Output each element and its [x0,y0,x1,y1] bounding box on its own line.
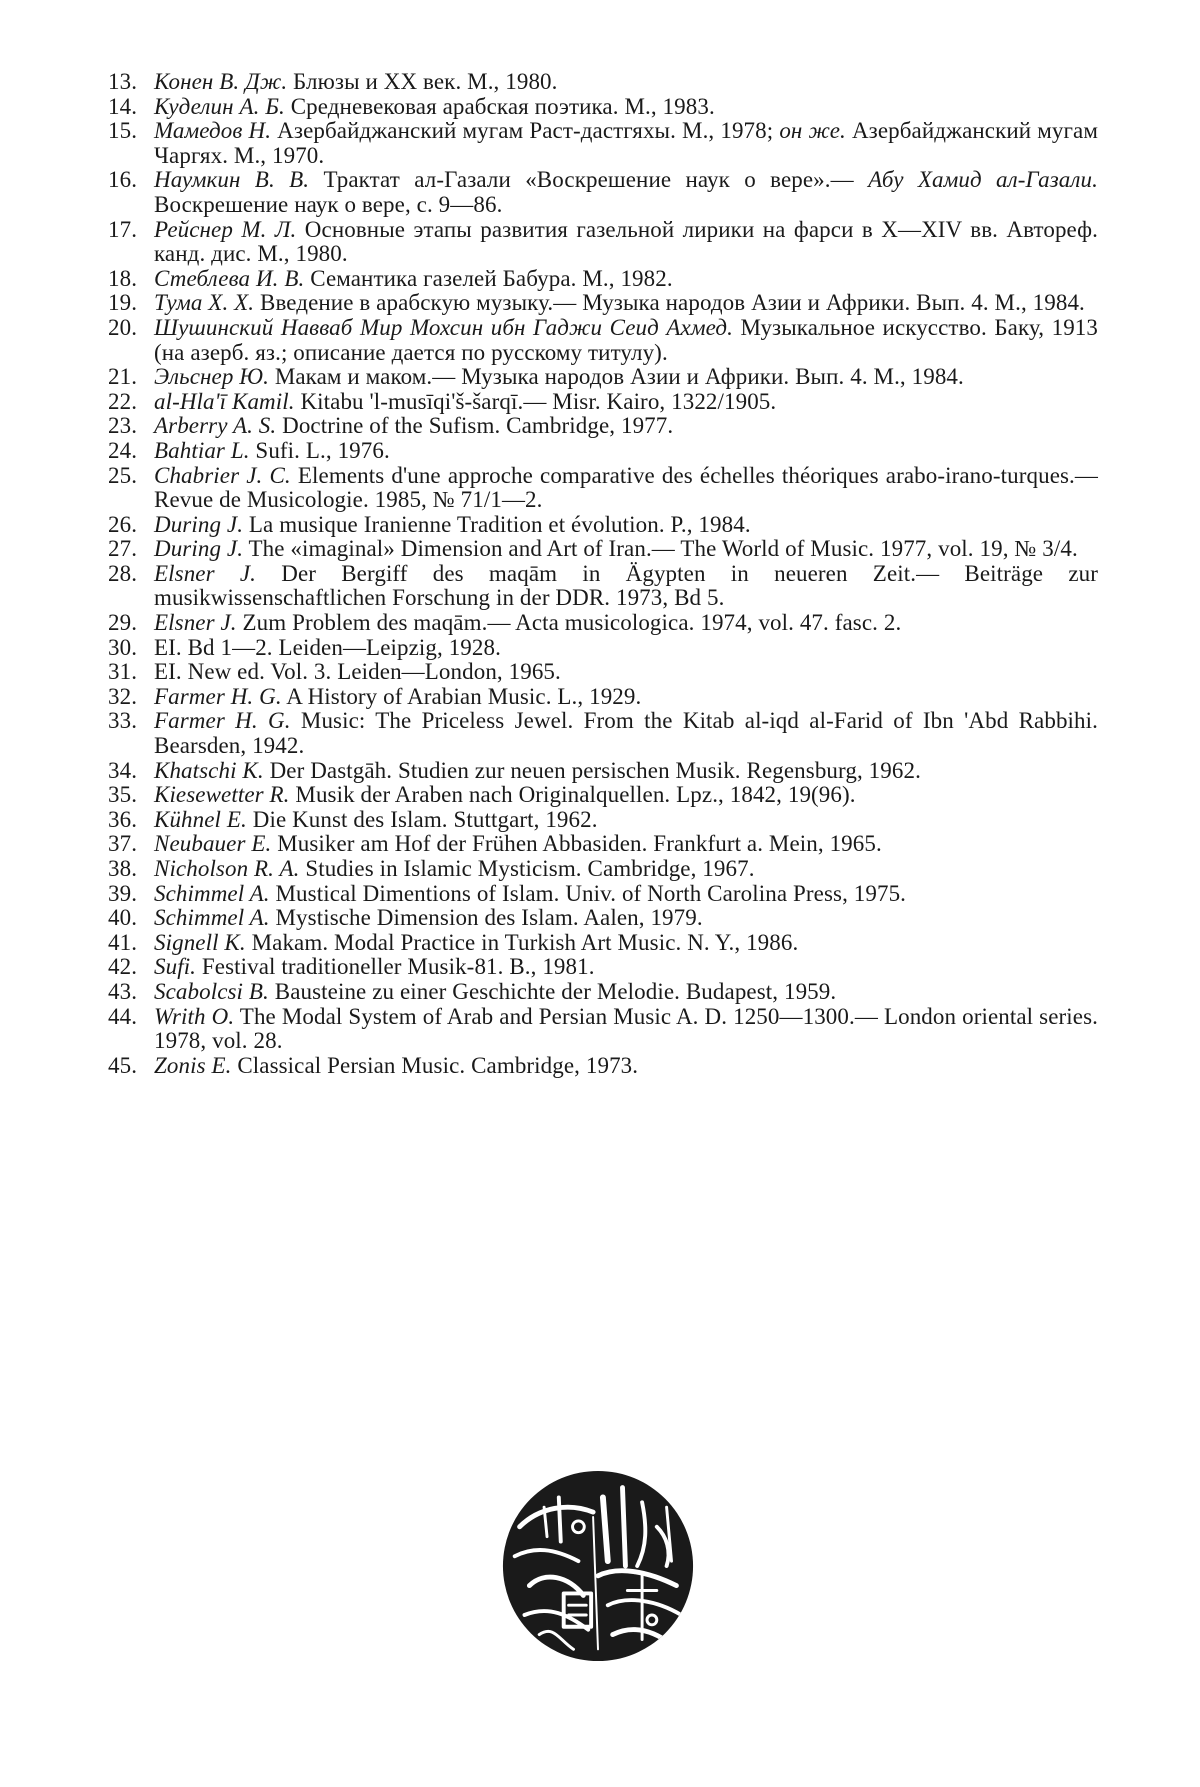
entry-text: Азербайджанский мугам Раст-дастгяхы. М., 1978; [271,118,780,144]
bibliography-entry [108,390,1098,415]
bibliography-entry [108,783,1098,808]
bibliography-entry [108,931,1098,956]
entry-author: Тума Х. Х. [154,290,255,316]
entry-number: 27. [108,536,138,562]
entry-author: Farmer H. G. [154,708,291,734]
entry-number: 18. [108,265,138,291]
bibliography-entry [108,95,1098,120]
entry-text-secondary: Воскрешение наук о вере, с. 9—86. [154,191,503,217]
entry-number: 41. [108,929,138,955]
entry-text: La musique Iranienne Tradition et évolution. P., 1984. [243,511,751,537]
entry-number: 32. [108,683,138,709]
bibliography-entry [108,882,1098,907]
entry-text: EI. Bd 1—2. Leiden—Leipzig, 1928. [154,634,501,660]
entry-text: Kitabu 'l-musīqi'š-šarqī.— Misr. Kairo, 1322/1905. [294,388,777,414]
entry-author: Рейснер М. Л. [154,216,297,242]
entry-text: Блюзы и XX век. М., 1980. [287,69,558,94]
bibliography-entry [108,537,1098,562]
entry-author: Sufi. [154,954,197,980]
bibliography-entry [108,980,1098,1005]
bibliography-entry [108,267,1098,292]
bibliography-entry [108,906,1098,931]
entry-text: Sufi. L., 1976. [249,437,390,463]
bibliography-entry [108,857,1098,882]
bibliography-entry [108,291,1098,316]
bibliography-entry [108,562,1098,611]
entry-number: 17. [108,216,138,242]
entry-number: 38. [108,856,138,881]
bibliography-entry [108,808,1098,833]
entry-author: Стеблева И. В. [154,265,305,291]
entry-number: 31. [108,659,138,685]
entry-author: Nicholson R. A. [154,856,300,881]
entry-author: Шушинский Навваб Мир Мохсин ибн Гаджи Сеид Ахмед. [154,314,733,340]
bibliography-entry [108,709,1098,758]
calligraphic-seal-icon [500,1468,696,1664]
entry-text: Elements d'une approche comparative des échelles théoriques arabo-irano-turques.— Revue de Musicologie. 1985, № 71/1—2. [154,462,1099,513]
entry-text: EI. New ed. Vol. 3. Leiden—London, 1965. [154,659,561,685]
entry-number: 37. [108,831,138,857]
entry-author-secondary: Абу Хамид ал-Газали. [868,167,1098,193]
entry-text: Музыкальное искусство. Баку, 1913 (на азерб. яз.; описание дается по русскому титулу). [154,314,1098,365]
entry-text: Music: The Priceless Jewel. From the Kitab al-iqd al-Farid of Ibn 'Abd Rabbihi. Bearsden, 1942. [154,708,1098,759]
entry-number: 14. [108,93,138,119]
entry-text: Основные этапы развития газельной лирики на фарси в X—XIV вв. Автореф. канд. дис. М., 1980. [154,216,1098,267]
entry-text: Семантика газелей Бабура. М., 1982. [304,265,673,291]
bibliography-entry [108,70,1098,95]
bibliography-entry [108,513,1098,538]
entry-text: Musiker am Hof der Frühen Abbasiden. Frankfurt a. Mein, 1965. [271,831,882,857]
entry-author: Zonis E. [154,1052,232,1078]
entry-number: 44. [108,1003,138,1029]
entry-text-secondary: Азербайджанский мугам Чаргях. М., 1970. [154,118,1099,168]
entry-text: Der Dastgāh. Studien zur neuen persischen Musik. Regensburg, 1962. [263,757,921,783]
entry-text: Doctrine of the Sufism. Cambridge, 1977. [276,413,674,439]
entry-text: Musik der Araben nach Originalquellen. Lpz., 1842, 19(96). [289,782,856,808]
entry-author: Kiesewetter R. [154,782,290,808]
bibliography-entry [108,1054,1098,1079]
entry-author: Arberry A. S. [154,413,277,439]
entry-author: Schimmel A. [154,880,270,906]
entry-author: Khatschi K. [154,757,264,783]
entry-text: Makam. Modal Practice in Turkish Art Music. N. Y., 1986. [245,929,799,955]
bibliography-entry [108,832,1098,857]
entry-number: 20. [108,314,138,340]
entry-number: 13. [108,69,138,94]
entry-number: 22. [108,388,138,414]
entry-text: Classical Persian Music. Cambridge, 1973. [231,1052,639,1078]
entry-author: Scabolcsi B. [154,978,269,1004]
bibliography-entry [108,660,1098,685]
bibliography-entry [108,685,1098,710]
bibliography-entry [108,759,1098,784]
entry-text: Mystische Dimension des Islam. Aalen, 1979. [269,905,703,931]
entry-author: al-Hla'ī Kamil. [154,388,295,414]
entry-text: Макам и маком.— Музыка народов Азии и Африки. Вып. 4. М., 1984. [268,364,964,390]
bibliography-list [108,70,1098,1078]
entry-number: 15. [108,118,138,144]
entry-number: 33. [108,708,138,734]
bibliography-entry [108,611,1098,636]
entry-number: 36. [108,806,138,832]
entry-number: 29. [108,610,138,636]
entry-text: Введение в арабскую музыку.— Музыка народов Азии и Африки. Вып. 4. М., 1984. [254,290,1085,316]
entry-text: Bausteine zu einer Geschichte der Melodie. Budapest, 1959. [268,978,837,1004]
entry-number: 16. [108,167,138,193]
entry-author: Эльснер Ю. [154,364,269,390]
entry-author: Chabrier J. C. [154,462,291,488]
bibliography-entry [108,365,1098,390]
entry-text: Трактат ал-Газали «Воскрешение наук о вере».— [309,167,869,193]
entry-author: Мамедов Н. [154,118,272,144]
entry-text: The «imaginal» Dimension and Art of Iran.— The World of Music. 1977, vol. 19, № 3/4. [243,536,1078,562]
entry-author: Elsner J. [154,610,237,636]
entry-text: Die Kunst des Islam. Stuttgart, 1962. [246,806,598,832]
bibliography-entry [108,316,1098,365]
entry-number: 26. [108,511,138,537]
entry-number: 21. [108,364,138,390]
bibliography-entry [108,636,1098,661]
entry-text: A History of Arabian Music. L., 1929. [281,683,642,709]
entry-number: 35. [108,782,138,808]
entry-text: Средневековая арабская поэтика. М., 1983. [284,93,715,119]
bibliography-entry [108,1005,1098,1054]
bibliography-entry [108,414,1098,439]
entry-author: Куделин А. Б. [154,93,285,119]
entry-text: Zum Problem des maqām.— Acta musicologica. 1974, vol. 47. fasc. 2. [236,610,902,636]
bibliography-entry [108,464,1098,513]
entry-number: 45. [108,1052,138,1078]
entry-author: Наумкин В. В. [154,167,310,193]
entry-number: 30. [108,634,138,660]
entry-author: During J. [154,536,244,562]
entry-number: 28. [108,560,138,586]
entry-text: Mustical Dimentions of Islam. Univ. of North Carolina Press, 1975. [269,880,907,906]
bibliography-entry [108,439,1098,464]
entry-text: The Modal System of Arab and Persian Music A. D. 1250—1300.— London oriental series. 1978, vol. 28. [154,1003,1098,1054]
entry-number: 25. [108,462,138,488]
entry-number: 43. [108,978,138,1004]
entry-author-secondary: он же. [779,118,846,144]
entry-author: Конен В. Дж. [154,69,288,94]
entry-author: Writh O. [154,1003,235,1029]
entry-number: 40. [108,905,138,931]
entry-author: During J. [154,511,244,537]
entry-author: Kühnel E. [154,806,247,832]
entry-text: Der Bergiff des maqām in Ägypten in neueren Zeit.— Beiträge zur musikwissenschaftlichen Forschung in der DDR. 1973, Bd 5. [154,560,1098,611]
entry-number: 39. [108,880,138,906]
entry-text: Studies in Islamic Mysticism. Cambridge, 1967. [299,856,755,881]
entry-author: Elsner J. [154,560,257,586]
bibliography-page [108,70,1098,1078]
bibliography-entry [108,218,1098,267]
bibliography-entry [108,955,1098,980]
entry-author: Schimmel A. [154,905,270,931]
entry-number: 23. [108,413,138,439]
bibliography-entry [108,168,1098,217]
entry-author: Signell K. [154,929,246,955]
entry-author: Neubauer E. [154,831,272,857]
entry-author: Farmer H. G. [154,683,282,709]
entry-number: 34. [108,757,138,783]
entry-number: 42. [108,954,138,980]
entry-number: 19. [108,290,138,316]
entry-text: Festival traditioneller Musik-81. B., 1981. [196,954,595,980]
entry-number: 24. [108,437,138,463]
bibliography-entry [108,119,1098,168]
entry-author: Bahtiar L. [154,437,250,463]
